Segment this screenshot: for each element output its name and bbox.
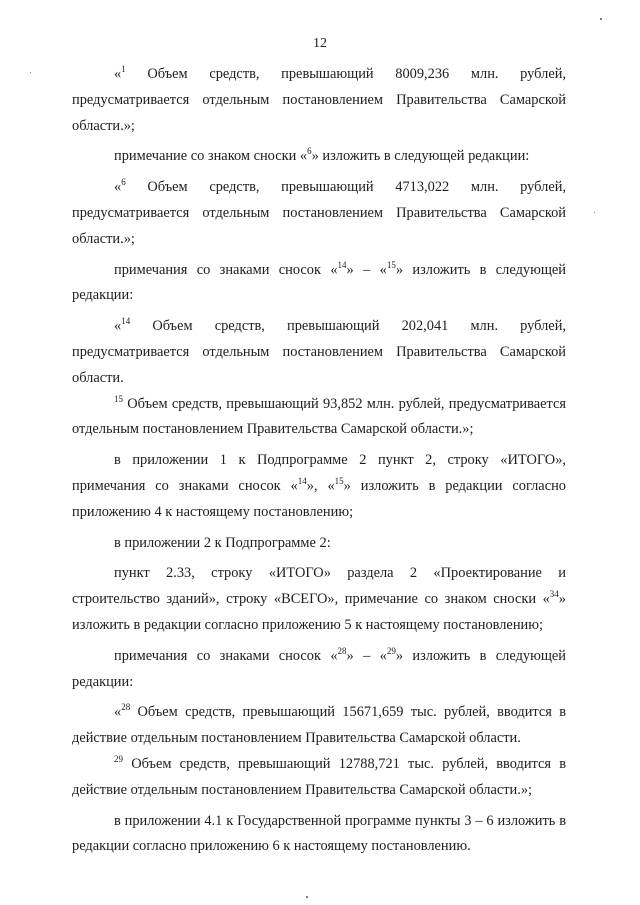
scan-speck (306, 896, 308, 898)
paragraph-4: примечания со знаками сносок «$^{14}$» – «$^{15}$» изложить в следующей редакции: (72, 259, 567, 304)
paragraph-7: в приложении 1 к Подпрограмме 2 пункт 2, строку «ИТОГО», примечания со знаками сносок «$^{14}$», «$^{15}$» изложить в редакции согласно приложению 4 к настоящему постановлению; (72, 452, 566, 520)
paragraph-10: примечания со знаками сносок «$^{28}$» – «$^{29}$» изложить в следующей редакции: (72, 645, 567, 690)
paragraph-8: в приложении 2 к Подпрограмме 2: (114, 534, 331, 551)
page-number: 12 (313, 36, 327, 51)
paragraph-3: «$^6$ Объем средств, превышающий 4713,022 млн. рублей, предусматривается отдельным постановлением Правительства Самарской области.»; (72, 177, 566, 247)
paragraph-11: «$^{28}$ Объем средств, превышающий 15671,659 тыс. рублей, вводится в действие отдельным постановлением Правительства Самарской области. (72, 702, 566, 747)
paragraph-12: $^{29}$ Объем средств, превышающий 12788,721 тыс. рублей, вводится в действие отдельным постановлением Правительства Самарской области.»; (72, 753, 566, 798)
paragraph-6: $^{15}$ Объем средств, превышающий 93,852 млн. рублей, предусматривается отдельным постановлением Правительства Самарской области.»; (72, 393, 566, 438)
paragraph-13: в приложении 4.1 к Государственной программе пункты 3 – 6 изложить в редакции согласно приложению 6 к настоящему постановлению. (72, 812, 566, 855)
paragraph-9: пункт 2.33, строку «ИТОГО» раздела 2 «Проектирование и строительство зданий», строку «ВСЕГО», примечание со знаком сноски «$^{34}$» изложить в редакции согласно приложению 5 к настоящему постановлению; (72, 565, 566, 633)
paragraph-2: примечание со знаком сноски «$^6$» изложить в следующей редакции: (114, 146, 530, 165)
paragraph-5: «$^{14}$ Объем средств, превышающий 202,041 млн. рублей, предусматривается отдельным постановлением Правительства Самарской области. (72, 316, 566, 386)
document-body (72, 62, 566, 865)
scan-speck (600, 18, 602, 20)
paragraph-1: «$^1$ Объем средств, превышающий 8009,236 млн. рублей, предусматривается отдельным постановлением Правительства Самарской области.»; (72, 64, 566, 134)
scan-speck (30, 72, 31, 73)
scan-speck (594, 212, 595, 213)
